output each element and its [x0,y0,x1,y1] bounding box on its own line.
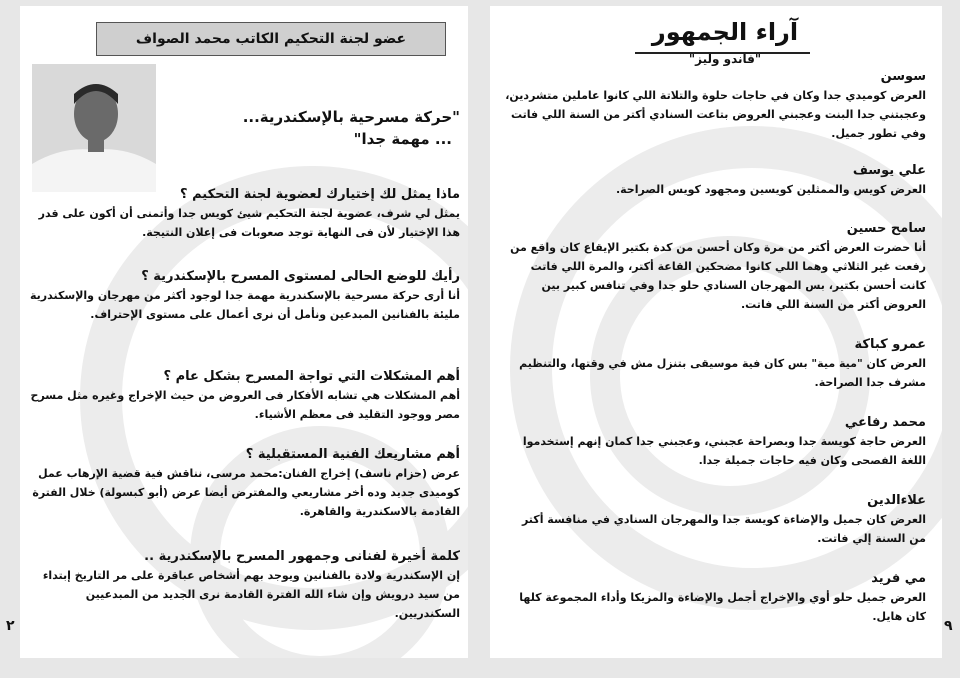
qa-block-1 [30,186,460,242]
opinion-3 [502,220,926,314]
right-page [490,6,942,658]
opinion-7 [502,570,926,626]
opinion-text: العرض حاجة كويسة جدا وبصراحة عجبني، وعجبني جدا كمان إنهم إستخدموا اللغة الفصحى وكان فيه حاجات جميلة جدا. [522,435,926,467]
opinion-text: العرض كويس والممثلين كويسين ومجهود كويس الصراحة. [615,183,926,196]
author-banner: عضو لجنة التحكيم الكاتب محمد الصواف [96,22,446,56]
answer: أنا أرى حركة مسرحية بالإسكندرية مهمة جدا لوجود أكثر من مهرجان والإسكندرية مليئة بالفنانين المبدعين ونأمل أن نرى أعمال على مستوى الإحتراف. [30,289,460,321]
author-photo [32,64,156,192]
page-number-right: ٩ [944,618,953,634]
left-page [20,6,468,658]
opinion-4 [502,336,926,392]
opinion-author: علي يوسف [852,163,926,178]
qa-block-3 [30,368,460,424]
opinion-text: العرض كوميدي جدا وكان في حاجات حلوة والتلاتة اللي كانوا عاملين متشردين، وعجبتني جدا البنت وعجبني العروض بتاعت السنادي أكتر من السنة اللي فاتت وفي تطور جميل. [505,89,926,140]
headline-line-1: "حركة مسرحية بالإسكندرية... [242,108,460,126]
opinion-author: عمرو كباكة [854,337,926,352]
interview-headline [190,106,460,150]
opinion-author: محمد رفاعي [844,415,926,430]
answer: عرض (حزام ناسف) إخراج الفنان:محمد مرسى، نناقش فية قضية الإرهاب عمل كوميدى جديد وده أخر مشاريعي والمفترض أيضا عرض (أبو كبسولة) خلال الفترة القادمة بالاسكندرية والقاهرة. [32,467,460,518]
opinion-text: أنا حضرت العرض أكتر من مرة وكان أحسن من كدة بكتير الإيقاع كان واقع من رفعت غير الثلاثي وهما اللي كانوا مضحكين القاعة أكتر، والمرة اللي فاتت كانت أحسن بكتير، بس المهرجان السنادي حلو جدا وفي تنافس كبير بين العروض أكتر من السنة اللي فاتت. [510,241,926,311]
qa-block-2 [30,268,460,324]
qa-block-4 [30,446,460,521]
opinion-5 [502,414,926,470]
page-number-left: ٢ [6,618,15,634]
question: أهم مشاريعك الفنية المستقبلية ؟ [245,447,460,462]
answer: أهم المشكلات هي تشابه الأفكار فى العروض من حيث الإخراج وغيره مثل مسرح مصر ووجود التقليد فى معظم الأشياء. [30,389,460,421]
opinion-6 [502,492,926,548]
question: ماذا يمثل لك إختيارك لعضوية لجنة التحكيم ؟ [180,187,460,202]
opinion-2 [502,162,926,199]
question: رأيك للوضع الحالى لمستوى المسرح بالإسكندرية ؟ [141,269,460,284]
opinion-text: العرض كان جميل والإضاءة كويسة جدا والمهرجان السنادي في منافسة أكتر من السنة إلي فاتت. [521,513,926,545]
play-name: "فاندو وليز" [688,52,762,66]
audience-title: آراء الجمهور [651,18,799,46]
headline-line-2: ... مهمة جدا" [353,130,452,148]
qa-block-5 [30,548,460,623]
opinion-author: علاءالدين [867,493,926,508]
answer: يمثل لي شرف، عضوية لجنة التحكيم شيئ كويس جدا وأتمنى أن أكون على قدر هذا الإختيار لأن فى النهاية توجد صعوبات فى إعلان النتيجة. [38,207,460,239]
question: كلمة أخيرة لفنانى وجمهور المسرح بالإسكندرية .. [144,549,460,564]
answer: إن الإسكندرية ولادة بالفنانين ويوجد بهم أشخاص عباقرة على مر التاريخ إبتداء من سيد درويش وإن شاء الله الفترة القادمة نرى الجديد من المبدعيين السكندريين. [42,569,460,620]
opinion-author: مي فريد [871,571,926,586]
opinion-1 [502,68,926,143]
opinion-author: سامح حسين [846,221,926,236]
opinion-text: العرض كان "مية مية" بس كان فية موسيقى بتنزل مش في وقتها، والتنظيم مشرف جدا الصراحة. [519,357,926,389]
opinion-author: سوسن [880,69,926,84]
opinion-text: العرض جميل حلو أوي والإخراج أجمل والإضاءة والمزيكا وأداء المجموعة كلها كان هايل. [519,591,926,623]
question: أهم المشكلات التي تواجة المسرح بشكل عام ؟ [163,369,460,384]
